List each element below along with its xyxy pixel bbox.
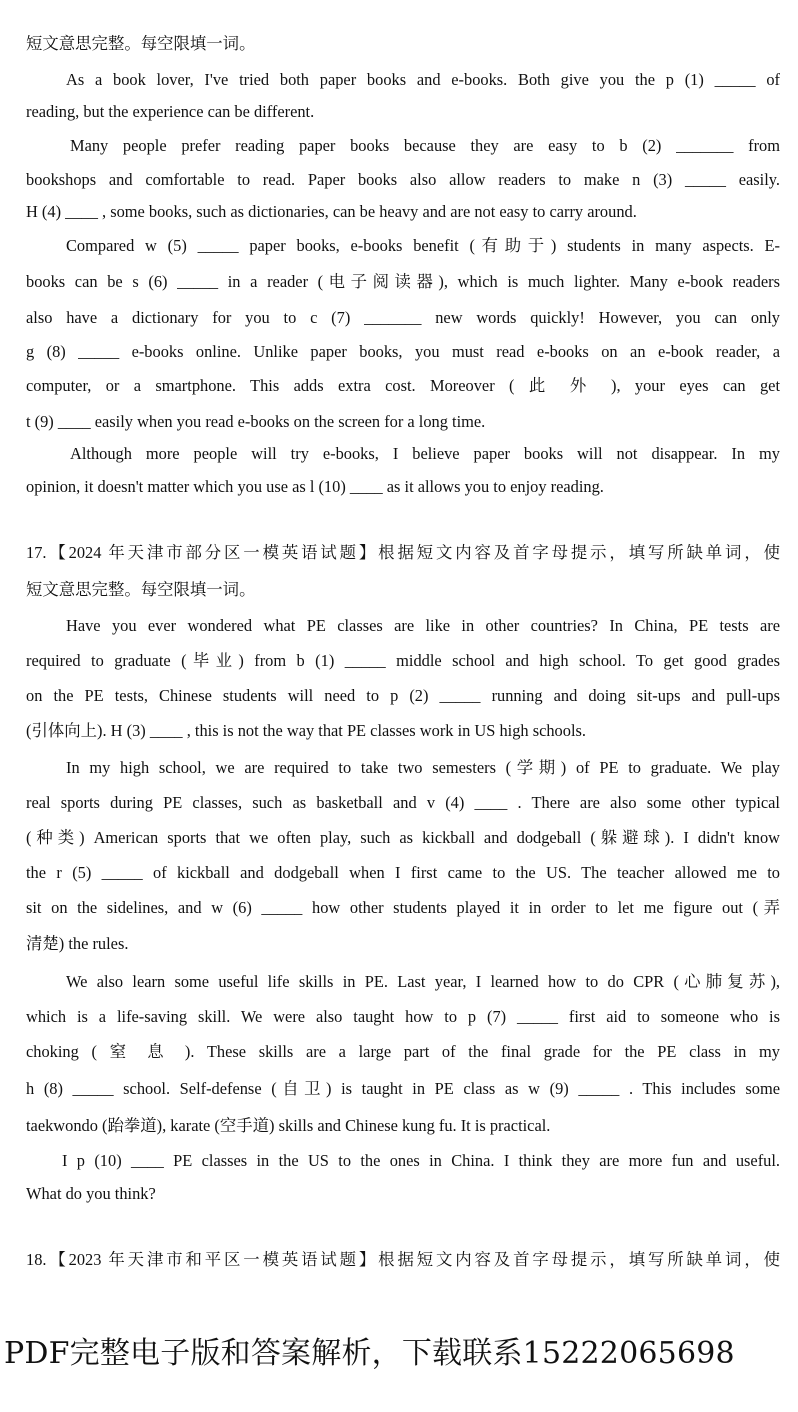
question-18-heading: 18.【2023 年天津市和平区一模英语试题】根据短文内容及首字母提示，填写所缺单词，使 xyxy=(26,1250,780,1269)
passage17-line: required to graduate (毕业) from b (1) _____ middle school and high school. To get good grades xyxy=(26,651,780,670)
passage17-line: We also learn some useful life skills in PE. Last year, I learned how to do CPR (心肺复苏), xyxy=(66,972,780,991)
passage16-line: t (9) ____ easily when you read e-books on the screen for a long time. xyxy=(26,412,486,431)
passage16-line: 短文意思完整。每空限填一词。 xyxy=(26,34,256,53)
passage16-line: computer, or a smartphone. This adds extra cost. Moreover ( 此 外 ), your eyes can get xyxy=(26,376,780,395)
passage17-line: the r (5) _____ of kickball and dodgeball when I first came to the US. The teacher allowed me to xyxy=(26,863,780,882)
passage17-line: taekwondo (跆拳道), karate (空手道) skills and Chinese kung fu. It is practical. xyxy=(26,1116,551,1135)
download-contact-footer: PDF完整电子版和答案解析，下载联系15222065698 xyxy=(4,1336,735,1371)
passage17-line: (引体向上). H (3) ____ , this is not the way that PE classes work in US high schools. xyxy=(26,721,586,740)
passage16-line: books can be s (6) _____ in a reader (电子阅读器), which is much lighter. Many e-book readers xyxy=(26,272,780,291)
passage17-line: (种类) American sports that we often play, such as kickball and dodgeball (躲避球). I didn't know xyxy=(26,828,780,847)
passage17-line: In my high school, we are required to take two semesters (学期) of PE to graduate. We play xyxy=(66,758,780,777)
passage16-line: g (8) _____ e-books online. Unlike paper books, you must read e-books on an e-book reader, a xyxy=(26,342,780,361)
passage16-line: bookshops and comfortable to read. Paper books also allow readers to make n (3) _____ easily. xyxy=(26,170,780,189)
passage17-line: real sports during PE classes, such as basketball and v (4) ____ . There are also some other typical xyxy=(26,793,780,812)
passage16-line: Although more people will try e-books, I believe paper books will not disappear. In my xyxy=(70,444,780,463)
passage17-line: choking ( 窒 息 ). These skills are a large part of the final grade for the PE class in my xyxy=(26,1042,780,1061)
question-17-heading: 17.【2024 年天津市部分区一模英语试题】根据短文内容及首字母提示，填写所缺单词，使 xyxy=(26,543,780,562)
passage17-line: I p (10) ____ PE classes in the US to the ones in China. I think they are more fun and useful. xyxy=(62,1151,780,1170)
passage17-line: 清楚) the rules. xyxy=(26,934,129,953)
passage16-line: reading, but the experience can be different. xyxy=(26,102,315,121)
passage17-line: Have you ever wondered what PE classes are like in other countries? In China, PE tests are xyxy=(66,616,780,635)
passage17-line: h (8) _____ school. Self-defense (自卫) is taught in PE class as w (9) _____ . This includes some xyxy=(26,1079,780,1098)
passage16-line: Compared w (5) _____ paper books, e-books benefit (有助于) students in many aspects. E- xyxy=(66,236,780,255)
passage16-line: opinion, it doesn't matter which you use as l (10) ____ as it allows you to enjoy reading. xyxy=(26,477,604,496)
passage16-line: As a book lover, I've tried both paper books and e-books. Both give you the p (1) _____ of xyxy=(66,70,780,89)
passage17-line: on the PE tests, Chinese students will need to p (2) _____ running and doing sit-ups and pull-ups xyxy=(26,686,780,705)
passage16-line: H (4) ____ , some books, such as dictionaries, can be heavy and are not easy to carry around. xyxy=(26,202,637,221)
passage17-line: which is a life-saving skill. We were also taught how to p (7) _____ first aid to someone who is xyxy=(26,1007,780,1026)
passage16-line: also have a dictionary for you to c (7) _______ new words quickly! However, you can only xyxy=(26,308,780,327)
passage17-line: sit on the sidelines, and w (6) _____ how other students played it in order to let me figure out (弄 xyxy=(26,898,780,917)
passage17-line: What do you think? xyxy=(26,1184,156,1203)
passage16-line: Many people prefer reading paper books because they are easy to b (2) _______ from xyxy=(70,136,780,155)
passage17-line: 短文意思完整。每空限填一词。 xyxy=(26,580,256,599)
